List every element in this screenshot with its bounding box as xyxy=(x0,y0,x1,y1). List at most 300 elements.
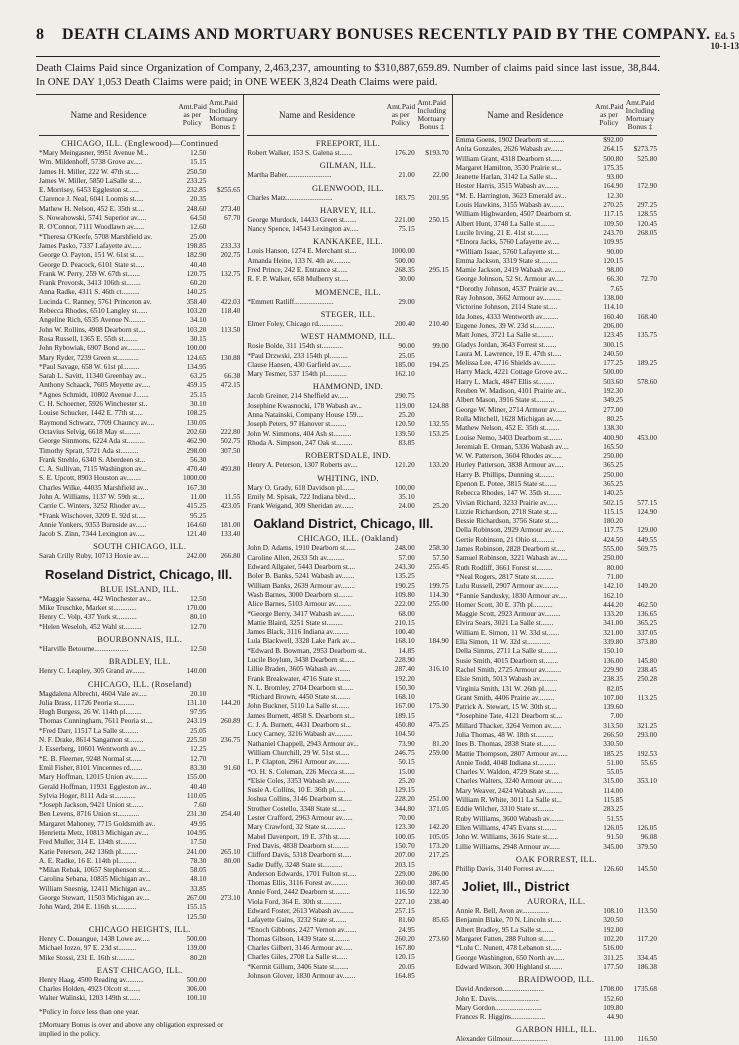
amount-with-bonus xyxy=(206,944,240,953)
claim-row xyxy=(456,666,657,675)
claimant-name: Boler B. Banks, 5241 Wabash av....... xyxy=(247,572,355,581)
claim-row xyxy=(39,773,240,782)
claimant-name: Lulu Russell, 2907 Armour av......... xyxy=(455,582,559,591)
amount-with-bonus xyxy=(206,645,240,654)
amount-with-bonus xyxy=(206,168,240,177)
amount-paid: 139.50 xyxy=(394,429,415,438)
claimant-name: Louise Schucker, 1442 E. 77th st..... xyxy=(39,409,143,418)
claimant-name: *George Berry, 3417 Wabash av........ xyxy=(247,609,355,618)
district-heading: Joliet, Ill., District xyxy=(461,879,570,895)
claim-row xyxy=(39,613,240,622)
amount-with-bonus xyxy=(206,149,240,158)
amount-with-bonus xyxy=(206,708,240,717)
amount-with-bonus xyxy=(206,801,240,810)
column xyxy=(244,95,452,981)
amount-paid: 108.10 xyxy=(603,907,623,916)
claim-row xyxy=(39,261,240,270)
claimant-name: Frank Strehlo, 6340 S. Aberdeen st... xyxy=(39,455,146,464)
claimant-name: C. A. Sullivan, 7115 Washington av... xyxy=(39,465,147,474)
claim-row xyxy=(247,702,448,711)
amount-with-bonus: 525.80 xyxy=(637,154,657,163)
claim-row xyxy=(456,322,657,331)
claimant-name: Matt Jones, 3721 La Salle st......... xyxy=(455,331,554,340)
claim-row xyxy=(39,885,240,894)
claim-row xyxy=(39,484,240,493)
amount-paid: 176.20 xyxy=(394,149,415,157)
claim-row xyxy=(39,820,240,829)
column-header-bonus: Amt.Paid Including Mortuary Bonus ‡ xyxy=(208,98,238,131)
amount-paid: 462.90 xyxy=(186,437,207,446)
amount-with-bonus xyxy=(623,815,657,824)
claim-row xyxy=(247,637,448,646)
claim-row xyxy=(39,437,240,446)
claimant-name: Susie A. Collins, 10 E. 36th pl...... xyxy=(247,786,346,795)
claim-row xyxy=(39,465,240,474)
amount-paid: 229.90 xyxy=(603,665,623,674)
claimant-name: Viola Ford, 364 E. 30th st........... xyxy=(247,897,342,906)
claimant-name: Nancy Spence, 14543 Lexington av..... xyxy=(247,225,359,234)
amount-paid: 104.95 xyxy=(186,829,207,837)
amount-paid: 25.20 xyxy=(398,411,415,420)
amount-paid: 12.60 xyxy=(190,223,207,232)
claimant-name: Amanda Heine, 133 N. 4th av.......... xyxy=(247,256,351,265)
claim-row xyxy=(456,554,657,563)
amount-with-bonus: 222.80 xyxy=(220,427,241,436)
amount-paid: 231.30 xyxy=(186,810,207,819)
claim-row xyxy=(456,266,657,275)
amount-with-bonus xyxy=(415,647,449,656)
claim-row xyxy=(456,582,657,591)
claimant-name: Martha Baber......................... xyxy=(247,171,332,180)
section-heading: GARBON HILL, ILL. xyxy=(515,1025,597,1035)
claim-row xyxy=(456,657,657,666)
edition-label: Ed. 5 10-1-13 xyxy=(710,31,739,51)
claim-row xyxy=(39,994,240,1003)
amount-paid: 415.25 xyxy=(186,502,207,511)
claimant-name: Jeanette Harlan, 3142 La Salle st.... xyxy=(455,173,558,182)
amount-paid: 40.40 xyxy=(190,260,207,269)
claim-row xyxy=(39,363,240,372)
claimant-name: Annie R. Bell, Avon av............... xyxy=(455,907,550,916)
amount-paid: 250.00 xyxy=(603,470,623,479)
amount-with-bonus: 569.75 xyxy=(637,545,657,554)
amount-with-bonus xyxy=(206,976,240,985)
claim-row xyxy=(39,717,240,726)
section-heading: MOMENCE, ILL. xyxy=(314,287,381,297)
column-header-name: Name and Residence xyxy=(279,110,355,120)
amount-paid: 150.10 xyxy=(603,647,623,656)
claimant-name: Charles Walters, 3240 Armour av...... xyxy=(455,777,563,786)
claim-row xyxy=(456,294,657,303)
amount-paid: 109.80 xyxy=(603,1003,623,1012)
claimant-name: Josephine Kwasnocki, 178 Wabash av... xyxy=(247,401,362,410)
claim-row xyxy=(39,326,240,335)
amount-with-bonus xyxy=(623,768,657,777)
claimant-name: George D. Peacock, 6101 State st..... xyxy=(39,260,145,269)
amount-with-bonus xyxy=(623,406,657,415)
claimant-name: Mary O. Grady, 618 Davidson pl....... xyxy=(247,483,355,492)
amount-with-bonus: 307.50 xyxy=(220,446,241,455)
claimant-name: Lucile Irving, 21 E. 41st st......... xyxy=(455,228,549,237)
amount-paid: 400.90 xyxy=(603,433,623,442)
claim-row xyxy=(247,693,448,702)
claim-row xyxy=(456,768,657,777)
amount-with-bonus: 250.15 xyxy=(428,215,449,224)
amount-with-bonus: 387.45 xyxy=(428,879,449,888)
amount-with-bonus xyxy=(623,285,657,294)
claimant-name: Louis Hawkins, 3155 Wabash av........ xyxy=(455,201,565,210)
claim-row xyxy=(247,861,448,870)
amount-with-bonus: 379.50 xyxy=(637,842,657,851)
claim-row xyxy=(39,233,240,242)
amount-paid: 95.25 xyxy=(190,511,207,520)
amount-paid: 20.35 xyxy=(190,195,207,204)
claim-row xyxy=(456,750,657,759)
section-heading: BOURBONNAIS, ILL. xyxy=(97,634,183,644)
amount-paid: 60.20 xyxy=(190,279,207,288)
amount-paid: 192.20 xyxy=(394,674,415,683)
amount-with-bonus xyxy=(415,814,449,823)
amount-with-bonus: 144.20 xyxy=(220,698,241,707)
claim-row xyxy=(456,647,657,656)
claimant-name: Strother Costello, 3348 State st..... xyxy=(247,804,346,813)
claimant-name: Ines B. Thomas, 2838 State st........ xyxy=(455,740,556,749)
claimant-name: Anna Radke, 4311 S. 46th ct.......... xyxy=(39,288,140,297)
amount-paid: 125.50 xyxy=(186,912,207,921)
amount-with-bonus: 577.15 xyxy=(637,498,657,507)
amount-with-bonus: 133.40 xyxy=(220,530,241,539)
amount-paid: 150.70 xyxy=(394,841,415,850)
claim-row xyxy=(456,703,657,712)
amount-paid: 140.00 xyxy=(186,667,207,676)
amount-with-bonus: 453.00 xyxy=(637,433,657,442)
amount-with-bonus: 72.70 xyxy=(640,275,657,284)
amount-with-bonus xyxy=(206,391,240,400)
claim-row xyxy=(247,582,448,591)
claimant-name: John E. Davis........................ xyxy=(455,994,539,1003)
claim-row xyxy=(247,275,448,284)
amount-with-bonus xyxy=(415,777,449,786)
section-heading: HARVEY, ILL. xyxy=(319,205,377,215)
claim-row xyxy=(39,875,240,884)
claim-row xyxy=(456,954,657,963)
claim-row xyxy=(39,645,240,654)
amount-with-bonus: 236.75 xyxy=(220,736,241,745)
claimant-name: *Mary Meingasner, 9951 Avenue M... xyxy=(39,149,149,157)
amount-paid: 29.00 xyxy=(398,297,415,306)
amount-paid: 24.95 xyxy=(398,925,415,934)
claimant-name: Walter Walinski, 1203 149th st....... xyxy=(39,994,141,1003)
amount-paid: 24.00 xyxy=(398,502,415,511)
amount-with-bonus xyxy=(623,796,657,805)
amount-paid: 1708.00 xyxy=(599,985,623,994)
claim-row xyxy=(39,708,240,717)
claim-row xyxy=(456,229,657,238)
amount-paid: 12.50 xyxy=(190,594,207,603)
amount-with-bonus xyxy=(206,985,240,994)
claim-row xyxy=(247,216,448,225)
column-header-name: Name and Residence xyxy=(70,110,147,120)
claimant-name: George Murdock, 14433 Green st....... xyxy=(247,215,357,224)
claim-row xyxy=(247,675,448,684)
amount-paid: 175.35 xyxy=(603,163,623,172)
claim-row xyxy=(456,731,657,740)
amount-paid: 71.00 xyxy=(606,572,623,581)
amount-with-bonus xyxy=(206,512,240,521)
amount-paid: 40.40 xyxy=(190,782,207,791)
section-heading: BLUE ISLAND, ILL. xyxy=(100,584,180,594)
claim-row xyxy=(247,257,448,266)
claim-row xyxy=(247,411,448,420)
amount-paid: 75.15 xyxy=(398,225,415,234)
amount-paid: 138.30 xyxy=(603,424,623,433)
section-heading: CHICAGO, ILL. (Englewood)—Continued xyxy=(61,139,219,148)
claimant-name: Joseph Peters, 97 Hanover st......... xyxy=(247,420,347,429)
section-heading: WEST HAMMOND, ILL. xyxy=(300,332,396,342)
amount-paid: 68.00 xyxy=(398,609,415,618)
claimant-name: Joshua Collins, 3146 Dearborn st..... xyxy=(247,795,352,804)
claim-row xyxy=(39,604,240,613)
amount-with-bonus: 142.20 xyxy=(428,823,449,832)
claimant-name: Millard Thacker, 3264 Vernon av...... xyxy=(455,721,562,730)
claimant-name: Gladys Jordan, 3643 Forrest st....... xyxy=(455,340,557,349)
claimant-name: Charles Gilbert, 3146 Armour av...... xyxy=(247,944,353,953)
claim-row xyxy=(456,461,657,470)
claim-row xyxy=(247,712,448,721)
claimant-name: Laura M. Lawrence, 19 E. 47th st..... xyxy=(455,349,562,358)
claimant-name: William R. White, 3011 La Salle st... xyxy=(455,796,562,805)
claim-row xyxy=(247,898,448,907)
amount-with-bonus xyxy=(206,316,240,325)
amount-with-bonus xyxy=(415,392,449,401)
district-heading: Roseland District, Chicago, Ill. xyxy=(45,566,233,582)
amount-with-bonus xyxy=(415,370,449,379)
amount-with-bonus xyxy=(206,820,240,829)
amount-paid: 12.50 xyxy=(190,644,207,653)
amount-paid: 126.60 xyxy=(603,864,623,873)
amount-paid: 117.75 xyxy=(603,526,623,535)
claim-row xyxy=(39,727,240,736)
amount-paid: 232.85 xyxy=(186,186,207,195)
amount-with-bonus xyxy=(206,727,240,736)
amount-paid: 114.10 xyxy=(603,303,623,312)
amount-paid: 162.10 xyxy=(394,370,415,379)
claim-row xyxy=(247,619,448,628)
claim-row xyxy=(456,359,657,368)
amount-paid: 339.80 xyxy=(603,638,623,647)
amount-paid: 290.75 xyxy=(394,392,415,401)
claim-row xyxy=(456,201,657,210)
claimant-name: *Agnes Schmidt, 10802 Avenue J....... xyxy=(39,390,149,399)
amount-paid: 177.25 xyxy=(603,359,623,368)
amount-with-bonus xyxy=(206,690,240,699)
claimant-name: Carrie C. Winters, 3252 Rhoder av.... xyxy=(39,502,146,511)
amount-paid: 500.00 xyxy=(186,975,207,984)
claimant-name: Hester Harris, 3515 Wabash av........ xyxy=(455,182,559,191)
amount-paid: 58.05 xyxy=(190,866,207,875)
amount-paid: 120.75 xyxy=(186,269,207,278)
amount-with-bonus xyxy=(206,783,240,792)
claim-row xyxy=(456,238,657,247)
amount-paid: 107.00 xyxy=(603,693,623,702)
amount-paid: 424.50 xyxy=(603,535,623,544)
amount-with-bonus xyxy=(623,944,657,953)
amount-with-bonus xyxy=(623,238,657,247)
amount-paid: 360.00 xyxy=(394,879,415,888)
amount-paid: 12.50 xyxy=(190,149,207,157)
claimant-name: Michael Iozzo, 97 E. 23d st.......... xyxy=(39,944,137,953)
amount-with-bonus: $273.75 xyxy=(633,145,657,154)
claimant-name: Angeline Rich, 6535 Avenue N......... xyxy=(39,316,146,325)
claim-row xyxy=(247,493,448,502)
claim-row xyxy=(247,149,448,158)
claimant-name: *Emmett Ratliff...................... xyxy=(247,297,334,306)
claimant-name: Alexander Gilmour.................... xyxy=(455,1035,548,1044)
claim-row xyxy=(247,342,448,351)
claimant-name: *M. E. Harrington, 3623 Emerald av... xyxy=(455,191,567,200)
amount-with-bonus: 96.08 xyxy=(640,833,657,842)
claim-row xyxy=(39,810,240,819)
claimant-name: Epenon E. Potee, 3815 State st....... xyxy=(455,479,557,488)
amount-paid: 313.50 xyxy=(603,721,623,730)
amount-paid: 90.00 xyxy=(606,247,623,256)
claimant-name: C. H. Schoerner, 5926 Winchester st.. xyxy=(39,400,148,409)
claim-row xyxy=(247,554,448,563)
amount-paid: 49.95 xyxy=(190,819,207,828)
claimant-name: Charles Giles, 2708 La Salle st...... xyxy=(247,953,348,962)
claimant-name: Albert Bradley, 95 La Salle st....... xyxy=(455,925,554,934)
amount-paid: 140.25 xyxy=(186,288,207,297)
amount-with-bonus xyxy=(623,740,657,749)
claimant-name: Mathew Nelson, 452 E. 35th st........ xyxy=(455,424,560,433)
page-number: 8 xyxy=(36,26,44,43)
claimant-name: Sylvia Hoger, 8111 Ada st............ xyxy=(39,791,136,800)
amount-with-bonus: 113.25 xyxy=(637,693,657,702)
amount-paid: 202.60 xyxy=(186,427,207,436)
amount-paid: 133.20 xyxy=(603,610,623,619)
claimant-name: Rhoda A. Simpson, 247 Oak st......... xyxy=(247,438,353,447)
claim-row xyxy=(456,145,657,154)
claim-row xyxy=(247,953,448,962)
claim-row xyxy=(39,623,240,632)
column-header-amount: Amt.Paid as per Policy xyxy=(594,102,624,127)
claim-row xyxy=(456,303,657,312)
amount-with-bonus xyxy=(206,935,240,944)
claimant-name: James W. Miller, 5850 LaSalle st.... xyxy=(39,176,142,185)
amount-with-bonus: 91.60 xyxy=(224,763,241,772)
amount-paid: 12.70 xyxy=(190,754,207,763)
amount-paid: 182.90 xyxy=(186,251,207,260)
claimant-name: Frank Provorsk, 3413 106th st........ xyxy=(39,279,141,288)
amount-with-bonus xyxy=(206,177,240,186)
claim-row xyxy=(456,489,657,498)
claimant-name: E. Morrisey, 6453 Eggleston st...... xyxy=(39,186,139,195)
amount-with-bonus xyxy=(623,443,657,452)
claim-row xyxy=(456,526,657,535)
claimant-name: *Enoch Gibbons, 2427 Vernon av....... xyxy=(247,925,357,934)
claim-row xyxy=(456,601,657,610)
claimant-name: Edward Wilson, 300 Highland st....... xyxy=(455,962,563,971)
column xyxy=(453,95,660,1044)
amount-paid: 115.85 xyxy=(603,796,623,805)
amount-with-bonus: 135.75 xyxy=(637,331,657,340)
section-heading: OAK FORREST, ILL. xyxy=(515,854,597,864)
claim-row xyxy=(456,220,657,229)
claim-row xyxy=(247,370,448,379)
amount-with-bonus: 273.60 xyxy=(428,934,449,943)
claim-row xyxy=(456,331,657,340)
amount-paid: 248.60 xyxy=(186,204,207,213)
claim-row xyxy=(456,248,657,257)
amount-paid: 15.15 xyxy=(190,158,207,167)
amount-with-bonus xyxy=(206,604,240,613)
amount-paid: 225.50 xyxy=(186,736,207,745)
claimant-name xyxy=(39,913,178,922)
claimant-name: *Josephine Tate, 4121 Dearborn st.... xyxy=(455,712,563,721)
amount-with-bonus: 365.25 xyxy=(637,619,657,628)
claim-row xyxy=(39,595,240,604)
amount-paid: 167.00 xyxy=(394,702,415,711)
amount-with-bonus: 132.55 xyxy=(428,420,449,429)
claim-row xyxy=(247,758,448,767)
claim-row xyxy=(456,638,657,647)
claimant-name: *Helen Weseloh, 452 Wahl st.......... xyxy=(39,622,142,631)
claim-row xyxy=(247,298,448,307)
claimant-name: Mary Weaver, 2424 Wabash av.......... xyxy=(455,786,563,795)
amount-with-bonus xyxy=(415,352,449,361)
claim-row xyxy=(247,721,448,730)
claimant-name: George W. Miner, 2714 Armour av...... xyxy=(455,405,567,414)
amount-with-bonus xyxy=(415,225,449,234)
amount-paid: 227.10 xyxy=(394,897,415,906)
amount-with-bonus xyxy=(415,656,449,665)
amount-paid: 140.25 xyxy=(603,489,623,498)
amount-with-bonus: 113.50 xyxy=(220,325,241,334)
claim-row xyxy=(456,192,657,201)
amount-with-bonus: 184.90 xyxy=(428,637,449,646)
amount-paid: 80.25 xyxy=(606,414,623,423)
amount-paid: 98.00 xyxy=(606,266,623,275)
claimant-name: Melissa Lee, 4716 Shields av......... xyxy=(455,359,556,368)
amount-with-bonus xyxy=(206,261,240,270)
claim-row xyxy=(39,894,240,903)
claimant-name: Wm. Mildenhoff, 5738 Grove av..... xyxy=(39,158,143,167)
amount-with-bonus xyxy=(415,411,449,420)
claim-row xyxy=(39,502,240,511)
amount-with-bonus: 199.75 xyxy=(428,581,449,590)
amount-paid: 57.00 xyxy=(398,553,415,562)
claim-row xyxy=(247,392,448,401)
amount-with-bonus xyxy=(206,344,240,353)
claim-row xyxy=(247,730,448,739)
claimant-name: John D. Adams, 1910 Dearborn st...... xyxy=(247,544,356,553)
amount-paid: 30.10 xyxy=(190,400,207,409)
amount-with-bonus: 55.65 xyxy=(640,758,657,767)
column-header xyxy=(247,95,448,136)
claim-row xyxy=(247,833,448,842)
claim-row xyxy=(456,824,657,833)
amount-with-bonus xyxy=(415,275,449,284)
claimant-name: *Lulu C. Nunett, 478 Lebanon st...... xyxy=(455,944,562,953)
claim-row xyxy=(247,926,448,935)
claimant-name: Alice Barnes, 5103 Armour av......... xyxy=(247,600,352,609)
claimant-name: *William Isaac, 5760 Lafayette st.... xyxy=(455,247,560,256)
amount-paid: 500.00 xyxy=(186,934,207,943)
amount-with-bonus: 175.30 xyxy=(428,702,449,711)
amount-with-bonus xyxy=(623,322,657,331)
claimant-name: Jacob Greiner, 214 Sheffield av...... xyxy=(247,392,349,401)
header-rule xyxy=(36,56,660,57)
